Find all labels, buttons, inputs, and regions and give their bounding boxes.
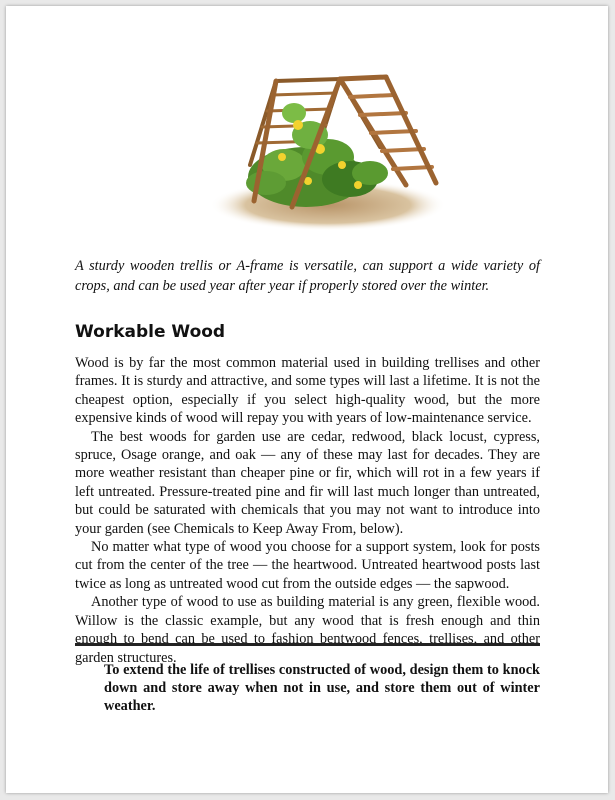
figure-caption: A sturdy wooden trellis or A-frame is versatile, can support a wide variety of crops, and can be used year after year if properly stored over the winter.	[75, 258, 540, 294]
tip-callout: To extend the life of trellises constructed of wood, design them to knock down and store away when not in use, and store them out of winter weather.	[104, 662, 540, 714]
body-paragraph: Wood is by far the most common material used in building trellises and other frames. It is sturdy and attractive, and some types will last a lifetime. It is not the cheapest option, especially if you select high-quality wood, but the more expensive kinds of wood will repay you with years of low-maintenance service.	[75, 355, 540, 427]
body-paragraph: Another type of wood to use as building material is any green, flexible wood. Willow is the classic example, but any wood that is fresh enough and thin enough to bend can be used to fashion bentwood fences, trellises, and other garden structures.	[75, 594, 540, 666]
body-paragraph: No matter what type of wood you choose for a support system, look for posts cut from the center of the tree — the heartwood. Untreated heartwood posts last twice as long as untreated wood cut from the outside edges — the sapwood.	[75, 539, 540, 592]
document-page	[6, 6, 608, 793]
section-divider	[75, 643, 540, 646]
trellis-illustration	[210, 73, 446, 231]
section-body	[75, 354, 540, 667]
section-heading: Workable Wood	[75, 322, 226, 342]
body-paragraph: The best woods for garden use are cedar, redwood, black locust, cypress, spruce, Osage orange, and oak — any of these may last for decades. They are more weather resistant than cheaper pine or fir, which will rot in a few years if left untreated. Pressure-treated pine and fir will last much longer than untreated, but could be saturated with chemicals that you may not want to introduce into your garden (see Chemicals to Keep Away From, below).	[75, 428, 540, 537]
